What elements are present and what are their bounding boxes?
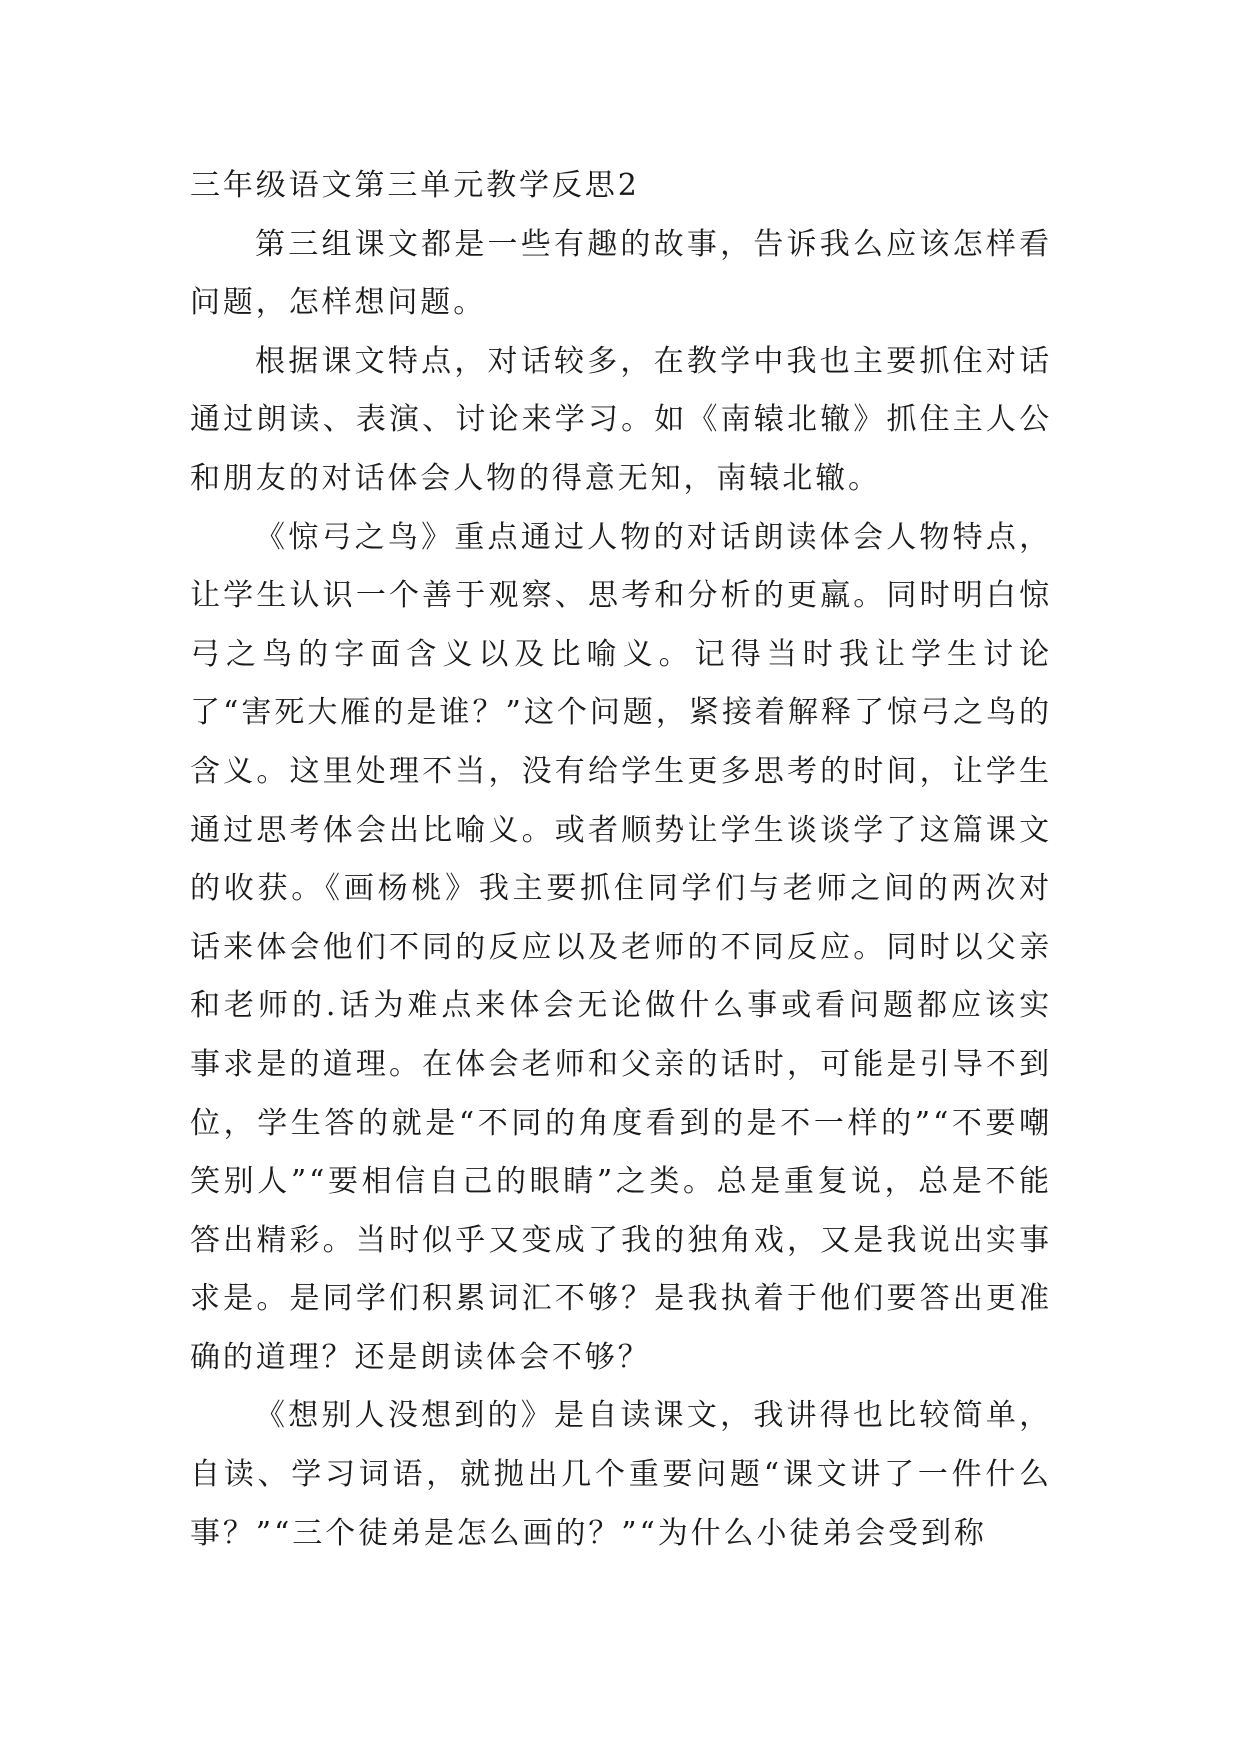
paragraph-dialogue-focus: 根据课文特点，对话较多，在教学中我也主要抓住对话通过朗读、表演、讨论来学习。如《南辕北辙》抓住主人公和朋友的对话体会人物的得意无知，南辕北辙。 [190,343,1052,496]
document-body [190,157,1052,1563]
document-title: 三年级语文第三单元教学反思2 [190,168,640,203]
paragraph-intro: 第三组课文都是一些有趣的故事，告诉我么应该怎样看问题，怎样想问题。 [190,226,1052,321]
paragraph-reflection: 《惊弓之鸟》重点通过人物的对话朗读体会人物特点，让学生认识一个善于观察、思考和分析的更羸。同时明白惊弓之鸟的字面含义以及比喻义。记得当时我让学生讨论了“害死大雁的是谁？”这个问题，紧接着解释了惊弓之鸟的含义。这里处理不当，没有给学生更多思考的时间，让学生通过思考体会出比喻义。或者顺势让学生谈谈学了这篇课文的收获。《画杨桃》我主要抓住同学们与老师之间的两次对话来体会他们不同的反应以及老师的不同反应。同时以父亲和老师的.话为难点来体会无论做什么事或看问题都应该实事求是的道理。在体会老师和父亲的话时，可能是引导不到位，学生答的就是“不同的角度看到的是不一样的”“不要嘲笑别人”“要相信自己的眼睛”之类。总是重复说，总是不能答出精彩。当时似乎又变成了我的独角戏，又是我说出实事求是。是同学们积累词汇不够？是我执着于他们要答出更准确的道理？还是朗读体会不够？ [190,519,1052,1375]
paragraph-self-reading: 《想别人没想到的》是自读课文，我讲得也比较简单，自读、学习词语，就抛出几个重要问题“课文讲了一件什么事？”“三个徒弟是怎么画的？”“为什么小徒弟会受到称 [190,1398,1052,1551]
